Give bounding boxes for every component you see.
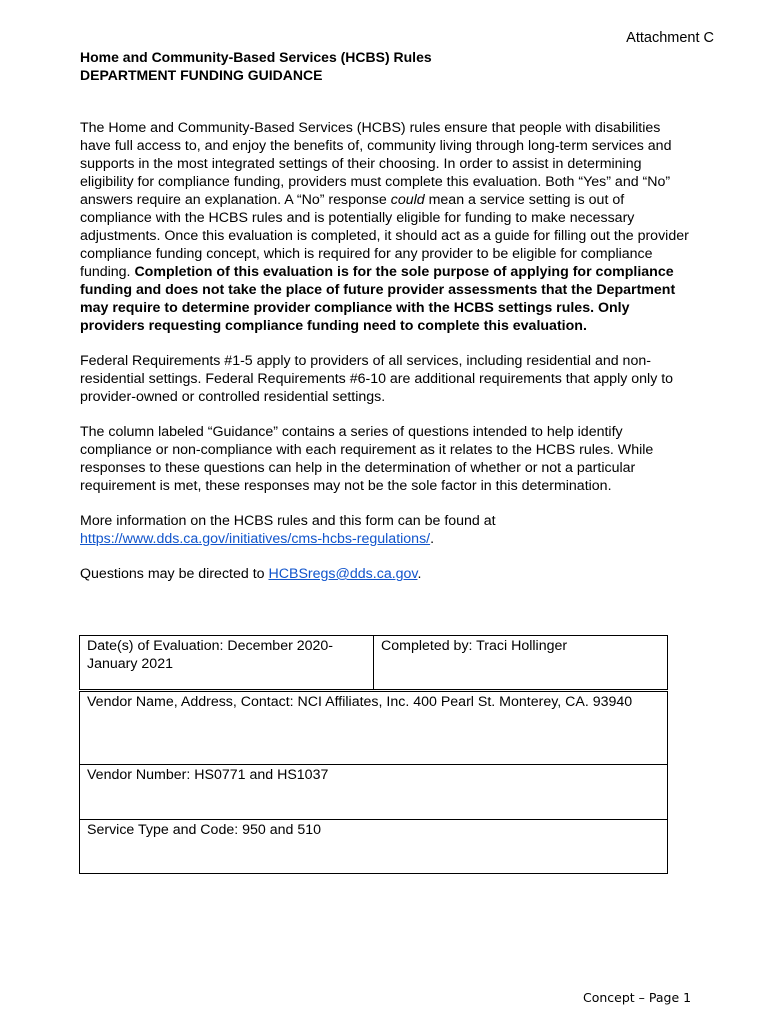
heading-subtitle: DEPARTMENT FUNDING GUIDANCE	[80, 67, 323, 83]
intro-paragraph	[80, 119, 692, 335]
table-row-dates	[79, 635, 668, 690]
vendor-number-cell: Vendor Number: HS0771 and HS1037	[79, 765, 668, 820]
intro-bold-statement: Completion of this evaluation is for the sole purpose of applying for compliance funding and does not take the place of future provider assessments that the Department may require to determine provider compliance with the HCBS settings rules. Only providers requesting compliance funding need to complete this evaluation.	[80, 264, 676, 334]
evaluation-dates-cell: Date(s) of Evaluation: December 2020-January 2021	[80, 636, 374, 689]
document-body	[80, 119, 692, 600]
hcbs-regulations-link[interactable]: https://www.dds.ca.gov/initiatives/cms-hcbs-regulations/	[80, 531, 431, 547]
evaluation-info-table	[79, 635, 668, 874]
more-info-text: More information on the HCBS rules and this form can be found at	[80, 513, 496, 529]
questions-paragraph	[80, 565, 692, 583]
document-heading	[80, 48, 432, 84]
page-footer: Concept – Page 1	[583, 990, 692, 1005]
intro-italic: could	[390, 192, 425, 208]
questions-trail: .	[417, 566, 422, 582]
service-type-cell: Service Type and Code: 950 and 510	[79, 820, 668, 874]
contact-email-link[interactable]: HCBSregs@dds.ca.gov	[268, 566, 418, 582]
more-info-trail: .	[430, 531, 435, 547]
completed-by-cell: Completed by: Traci Hollinger	[381, 638, 568, 654]
intro-text-continued: mean a service setting is out of compliance with the HCBS rules and is potentially eligible for funding to make necessary adjustments. Once this evaluation is completed, it should act as a guide for filling out the provider compliance funding concept, which is required for any provider to be eligible for compliance funding.	[80, 192, 689, 280]
heading-title: Home and Community-Based Services (HCBS) Rules	[80, 49, 432, 65]
federal-requirements-paragraph: Federal Requirements #1-5 apply to providers of all services, including residential and non-residential settings. Federal Requirements #6-10 are additional requirements that apply only to provider-owned or controlled residential settings.	[80, 353, 674, 405]
more-info-paragraph	[80, 512, 692, 548]
intro-text: The Home and Community-Based Services (HCBS) rules ensure that people with disabilities have full access to, and enjoy the benefits of, community living through long-term services and supports in the most integrated settings of their choosing. In order to assist in determining eligibility for compliance funding, providers must complete this evaluation. Both “Yes” and “No” answers require an explanation. A “No” response	[80, 120, 672, 208]
questions-text: Questions may be directed to	[80, 566, 269, 582]
guidance-paragraph: The column labeled “Guidance” contains a series of questions intended to help identify compliance or non-compliance with each requirement as it relates to the HCBS rules. While responses to these questions can help in the determination of whether or not a particular requirement is met, these responses may not be the sole factor in this determination.	[80, 424, 654, 494]
attachment-label: Attachment C	[626, 30, 714, 46]
vendor-name-cell: Vendor Name, Address, Contact: NCI Affiliates, Inc. 400 Pearl St. Monterey, CA. 93940	[79, 691, 668, 765]
